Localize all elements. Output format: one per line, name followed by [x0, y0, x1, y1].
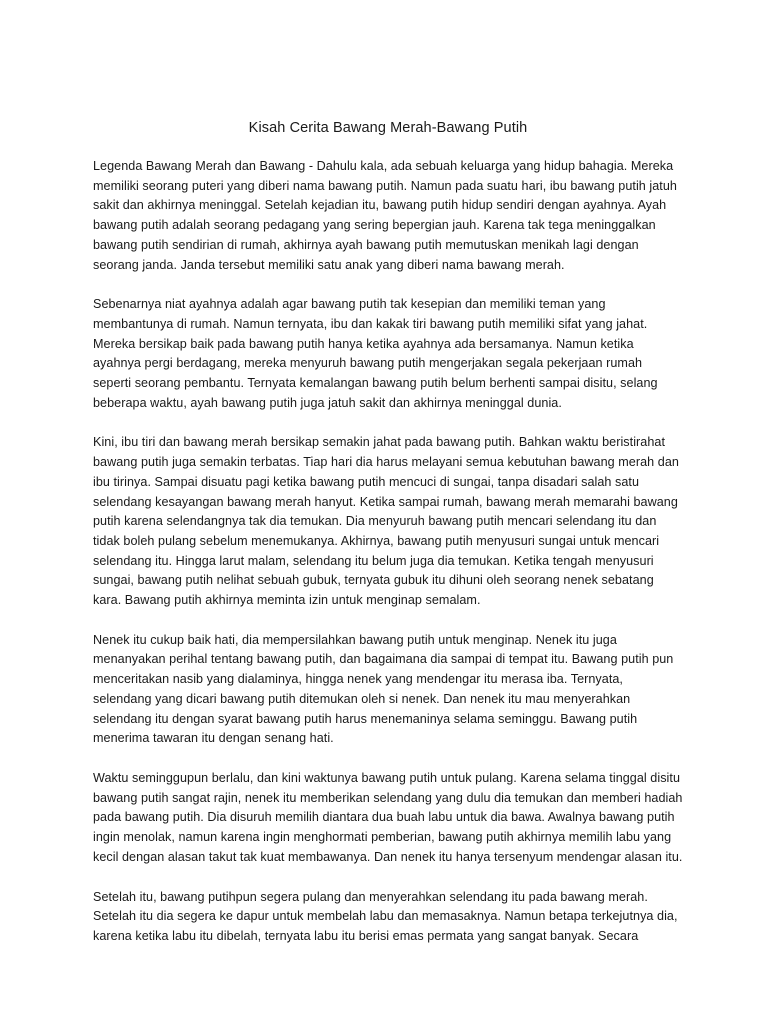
paragraph: Nenek itu cukup baik hati, dia mempersilahkan bawang putih untuk menginap. Nenek itu juga menanyakan perihal tentang bawang putih, dan bagaimana dia sampai di tempat itu. Bawang putih pun menceritakan nasib yang dialaminya, hingga nenek yang mendengar itu merasa iba. Ternyata, selendang yang dicari bawang putih ditemukan oleh si nenek. Dan nenek itu mau menyerahkan selendang itu dengan syarat bawang putih harus menemaninya selama seminggu. Bawang putih menerima tawaran itu dengan senang hati.: [93, 632, 674, 746]
document-title: Kisah Cerita Bawang Merah-Bawang Putih: [248, 120, 528, 136]
paragraph: Waktu seminggupun berlalu, dan kini waktunya bawang putih untuk pulang. Karena selama tinggal disitu bawang putih sangat rajin, nenek itu memberikan selendang yang dulu dia temukan dan memberi hadiah pada bawang putih. Dia disuruh memilih diantara dua buah labu untuk dia bawa. Awalnya bawang putih ingin menolak, namun karena ingin menghormati pemberian, bawang putih akhirnya memilih labu yang kecil dengan alasan takut tak kuat membawanya. Dan nenek itu hanya tersenyum mendengar alasan itu.: [93, 770, 683, 864]
paragraph: Sebenarnya niat ayahnya adalah agar bawang putih tak kesepian dan memiliki teman yang membantunya di rumah. Namun ternyata, ibu dan kakak tiri bawang putih memiliki sifat yang jahat. Mereka bersikap baik pada bawang putih hanya ketika ayahnya ada bersamanya. Namun ketika ayahnya pergi berdagang, mereka menyuruh bawang putih mengerjakan segala pekerjaan rumah seperti seorang pembantu. Ternyata kemalangan bawang putih belum berhenti sampai disitu, selang beberapa waktu, ayah bawang putih juga jatuh sakit dan akhirnya meninggal dunia.: [93, 297, 658, 410]
paragraph: Setelah itu, bawang putihpun segera pulang dan menyerahkan selendang itu pada bawang merah. Setelah itu dia segera ke dapur untuk membelah labu dan memasaknya. Namun betapa terkejutnya dia, karena ketika labu itu dibelah, ternyata labu itu berisi emas permata yang sangat banyak. Secara: [93, 889, 678, 943]
paragraph: Kini, ibu tiri dan bawang merah bersikap semakin jahat pada bawang putih. Bahkan waktu beristirahat bawang putih juga semakin terbatas. Tiap hari dia harus melayani semua kebutuhan bawang merah dan ibu tirinya. Sampai disuatu pagi ketika bawang putih mencuci di sungai, tanpa disadari salah satu selendang kesayangan bawang merah hanyut. Ketika sampai rumah, bawang merah memarahi bawang putih karena selendangnya tak dia temukan. Dia menyuruh bawang putih mencari selendang itu dan tidak boleh pulang sebelum menemukanya. Akhirnya, bawang putih menyusuri sungai untuk mencari selendang itu. Hingga larut malam, selendang itu belum juga dia temukan. Ketika tengah menyusuri sungai, bawang putih nelihat sebuah gubuk, ternyata gubuk itu dihuni oleh seorang nenek sebatang kara. Bawang putih akhirnya meminta izin untuk menginap semalam.: [93, 435, 679, 608]
paragraph: Legenda Bawang Merah dan Bawang - Dahulu kala, ada sebuah keluarga yang hidup bahagia. Mereka memiliki seorang puteri yang diberi nama bawang putih. Namun pada suatu hari, ibu bawang putih jatuh sakit dan akhirnya meninggal. Setelah kejadian itu, bawang putih hidup sendiri dengan ayahnya. Ayah bawang putih adalah seorang pedagang yang sering bepergian jauh. Karena tak tega meninggalkan bawang putih sendirian di rumah, akhirnya ayah bawang putih memutuskan menikah lagi dengan seorang janda. Janda tersebut memiliki satu anak yang diberi nama bawang merah.: [93, 159, 677, 272]
document-content: [93, 120, 683, 967]
